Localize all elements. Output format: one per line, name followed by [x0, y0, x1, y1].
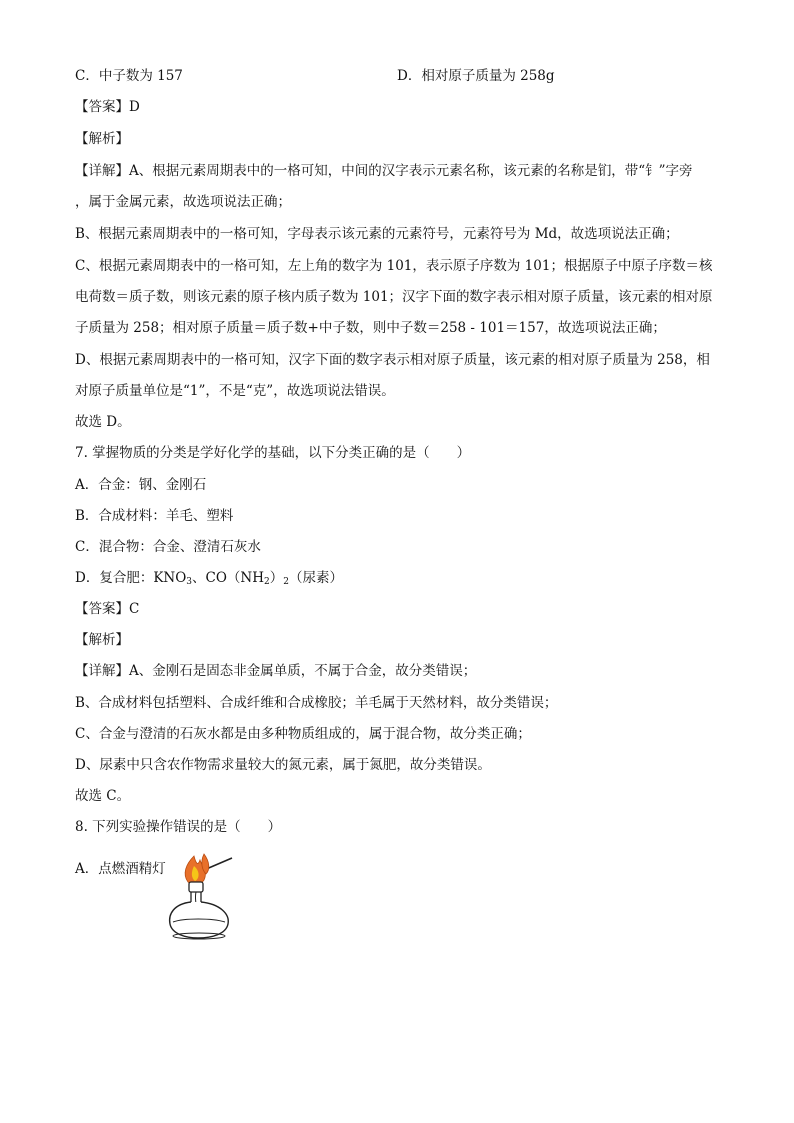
q7-detail-a: 【详解】A、金刚石是固态非金属单质，不属于合金，故分类错误；	[75, 663, 477, 679]
q7-conclusion: 故选 C。	[75, 788, 131, 804]
q7-detail-d: D、尿素中只含农作物需求量较大的氮元素，属于氮肥，故分类错误。	[75, 757, 491, 773]
q7-option-c: C．混合物：合金、澄清石灰水	[75, 539, 261, 555]
q6-answer: 【答案】D	[75, 99, 140, 115]
q7-option-b: B．合成材料：羊毛、塑料	[75, 508, 234, 524]
q7-detail-c: C、合金与澄清的石灰水都是由多种物质组成的，属于混合物，故分类正确；	[75, 726, 531, 742]
q6-analysis-heading: 【解析】	[75, 131, 129, 147]
q6-detail-a-line2: ，属于金属元素，故选项说法正确；	[75, 194, 291, 210]
q6-detail-d-line2: 对原子质量单位是“1”，不是“克”，故选项说法错误。	[75, 383, 395, 399]
q6-detail-d-line1: D、根据元素周期表中的一格可知，汉字下面的数字表示相对原子质量，该元素的相对原子质量为 258，相	[75, 352, 710, 368]
q7-option-a: A．合金：钢、金刚石	[75, 477, 207, 493]
subscript: 3	[186, 577, 193, 587]
q6-detail-c-line3: 子质量为 258；相对原子质量＝质子数+中子数，则中子数＝258 - 101＝157，故选项说法正确；	[75, 320, 666, 336]
q6-option-d: D．相对原子质量为 258g	[397, 68, 555, 84]
q6-detail-c-line1: C、根据元素周期表中的一格可知，左上角的数字为 101，表示原子序数为 101；根据原子中原子序数＝核	[75, 258, 713, 274]
subscript: 2	[283, 577, 289, 587]
q7-option-d	[75, 568, 343, 592]
wick-holder	[189, 882, 203, 892]
q7-answer: 【答案】C	[75, 601, 140, 617]
q6-detail-a-line1: 【详解】A、根据元素周期表中的一格可知，中间的汉字表示元素名称，该元素的名称是钔，带“钅”字旁	[75, 163, 693, 179]
q7-analysis-heading: 【解析】	[75, 632, 129, 648]
q8-question: 8. 下列实验操作错误的是（ ）	[75, 819, 282, 835]
q7-detail-b: B、合成材料包括塑料、合成纤维和合成橡胶；羊毛属于天然材料，故分类错误；	[75, 695, 558, 711]
subscript: 2	[264, 577, 270, 587]
alcohol-lamp-icon	[164, 852, 236, 942]
q6-conclusion: 故选 D。	[75, 414, 131, 430]
q6-detail-b: B、根据元素周期表中的一格可知，字母表示该元素的元素符号，元素符号为 Md，故选项说法正确；	[75, 226, 679, 242]
q7-option-d-prefix: D．复合肥：KNO	[75, 570, 187, 586]
q7-option-d-close: ）	[269, 570, 284, 586]
q8-option-a: A．点燃酒精灯	[75, 861, 166, 877]
q6-option-c: C．中子数为 157	[75, 68, 183, 84]
q7-option-d-suffix: （尿素）	[288, 570, 343, 586]
q7-option-d-mid: 、CO（NH	[192, 570, 265, 586]
q6-detail-c-line2: 电荷数＝质子数，则该元素的原子核内质子数为 101；汉字下面的数字表示相对原子质量，该元素的相对原	[75, 289, 713, 305]
q7-question: 7. 掌握物质的分类是学好化学的基础，以下分类正确的是（ ）	[75, 445, 471, 461]
